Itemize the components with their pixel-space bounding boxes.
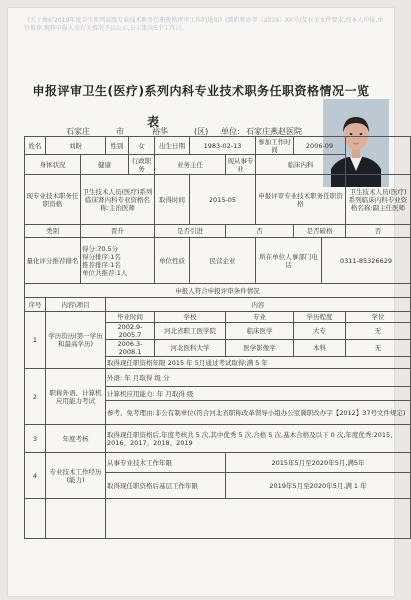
score-details: 得分:70.5分 得分排序:1名 推荐排序:1名 单位共推荐:1人 [81,238,155,284]
col-project: 内容\项目 [46,298,106,312]
annual-label: 年度考核 [46,425,106,453]
edu-row-time: 2006.3-2008.1 [106,340,155,357]
unit-label: 单位: [221,127,240,136]
foreign-language: 外语: 年 月取得 级 分 [106,369,411,387]
work-label: 专业技术工作经历(能力) [46,453,106,499]
edu-row-time: 2002.9-2005.7 [106,323,155,340]
unit-name: 石家庄燕赵医院 [246,127,302,136]
grassroots-years-value: 2019年5月至2020年5月,满 1 年 [226,473,411,499]
bleed-through-text: 《关于做好2019年度卫生系列高级专业技术职务任职资格评审工作的通知》(冀职称办字〔2019〕XX号)及有关文件要求,经本人申报,单位推荐,现将申报人员有关情况予以公示,公示期为5个工作日。 [24,17,384,32]
major-value: 临床内科 [256,155,346,175]
blank-cell [25,499,46,539]
application-form-table [24,136,411,539]
lang-label: 职称外语、计算机应用能力考试 [46,369,106,425]
health-label: 身体状况 [25,155,81,175]
apply-title-value: 卫生技术人员(医疗)系列临床内科专业资格名称:副主任医师 [346,175,411,225]
edu-row-degree: 无 [346,323,411,340]
work-no: 4 [25,453,46,499]
col-no: 序号 [25,298,46,312]
category-value: 晋升 [81,225,155,238]
qualification-years: 取得现任职资格年限 2015 年 5月通过考试取得;满 5 年 [106,357,411,369]
work-start-label: 参加工作时间 [256,137,294,155]
major-label: 现从事专业 [227,156,254,173]
photo-cell [346,137,411,175]
introduced-value: 否 [226,225,294,238]
work-years-value: 2015年5月至2020年5月,满5年 [226,453,411,473]
sex-value: 女 [129,137,155,155]
edu-header-time: 毕业时间 [106,312,155,323]
city: 石家庄 [66,127,90,136]
introduced-label: 是否引进 [155,225,226,238]
edu-label: 学历资历(第一学历和最高学历) [46,312,106,369]
work-start-value: 2006-09 [294,137,346,155]
work-years-label: 从事专业技术工作年限 [106,453,226,473]
blank-cell [46,499,106,539]
obtain-time-value: 2015-05 [190,175,256,225]
birth-label: 出生日期 [155,137,190,155]
document-page [8,8,408,596]
blank-cell [106,499,411,539]
edu-header-level: 学历程度 [294,312,346,323]
grassroots-years-label: 取得现任职资格后基层工作年限 [106,473,226,499]
unit-nature-value: 民营企业 [190,238,256,284]
health-value: 健康 [81,155,129,175]
edu-row-major: 医学影像学 [226,340,294,357]
hr-phone-label: 所在单位人事部门电话 [256,238,322,284]
lang-no: 2 [25,369,46,425]
name-value: 刘盼 [46,137,106,155]
edu-header-major: 专业 [226,312,294,323]
document-title-continued: 表 [146,115,159,129]
col-content: 内容 [106,298,411,312]
birth-value: 1983-02-13 [190,137,256,155]
exceptional-value: 否 [346,225,411,238]
exceptional-label: 是否破格 [294,225,346,238]
edu-row-major: 临床医学 [226,323,294,340]
exemption-reason: 参考、免考理由:非公有制单位(符合河北省职称改革领导小组办公室冀职改办字【2012】37号文件规定) [106,401,411,425]
sex-label: 性别 [106,137,129,155]
admin-title-value: 业务主任 [155,155,226,175]
edu-row-level: 大专 [294,323,346,340]
district: 裕华 [152,127,168,136]
current-title-value: 卫生技术人员(医疗)系列临床肾内科专业资格名称:主治医师 [81,175,155,225]
current-title-label: 现专业技术职务任职资格 [25,175,81,225]
hr-phone-value: 0311-85326629 [322,238,411,284]
city-unit: 市 [116,127,124,136]
edu-row-level: 本科 [294,340,346,357]
category-label: 类别 [25,225,81,238]
obtain-time-label: 取得时间 [155,175,190,225]
annual-review: 取得现任职资格后,年度考核共 5 次,其中优秀 5 次,合格 5 次,基本合格及以下 0 次,年度优秀:2015、2016、2017、2018、2019 [106,425,411,453]
district-unit: (区) [194,127,209,136]
computer-skills: 计算机应用能力: 年 月取得 级 [106,387,411,401]
edu-no: 1 [25,312,46,369]
apply-title-label: 申报评审专业技术职务任职资格 [256,175,346,225]
edu-header-degree: 学位 [346,312,411,323]
edu-row-degree: 无 [346,340,411,357]
edu-header-school: 学校 [155,312,226,323]
document-title: 申报评审卫生(医疗)系列内科专业技术职务任职资格情况一览 [32,84,370,98]
name-label: 姓名 [25,137,46,155]
unit-nature-label: 单位性质 [155,238,190,284]
admin-title-label: 行政职务 [129,155,155,175]
score-label: 量化评分推荐排名 [25,238,81,284]
annual-no: 3 [25,425,46,453]
edu-row-school: 河北省职工医学院 [155,323,226,340]
section-title: 申报人符合申报评审条件情况 [25,284,411,298]
edu-row-school: 河北医科大学 [155,340,226,357]
